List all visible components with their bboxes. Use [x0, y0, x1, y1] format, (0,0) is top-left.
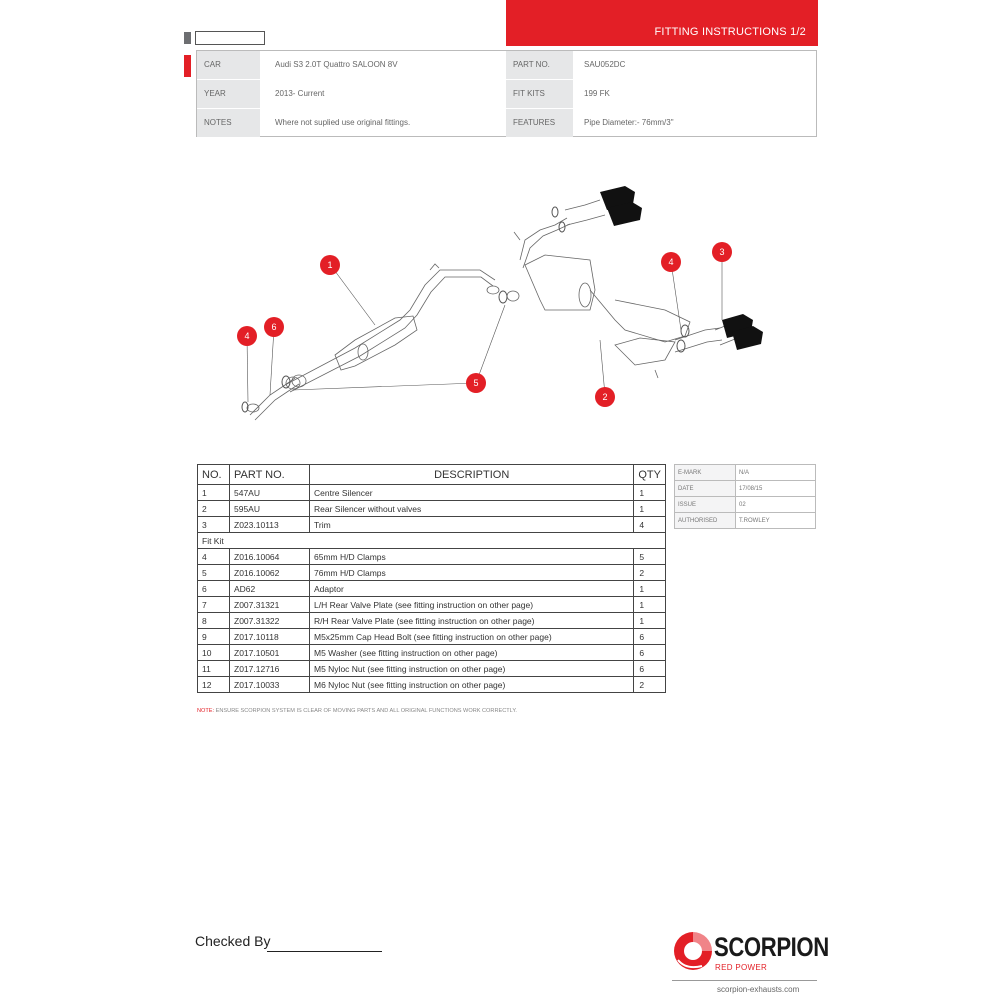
website-url: scorpion-exhausts.com: [717, 985, 800, 994]
callout-4: [661, 252, 681, 272]
table-row: [198, 597, 666, 613]
cell-desc: Adaptor: [310, 581, 634, 597]
note-text: ENSURE SCORPION SYSTEM IS CLEAR OF MOVING PARTS AND ALL ORIGINAL FUNCTIONS WORK CORRECTLY.: [214, 708, 517, 714]
svg-text:1: 1: [327, 260, 333, 270]
signature-line: [267, 951, 382, 952]
info-value: 199 FK: [584, 89, 610, 98]
cell-part: Z017.12716: [230, 661, 310, 677]
cell-qty: 1: [634, 597, 666, 613]
callout-4: [237, 326, 257, 346]
red-marker: [184, 55, 191, 77]
cell-no: 1: [198, 485, 230, 501]
meta-key: AUTHORISED: [675, 513, 736, 529]
parts-table: [197, 464, 666, 693]
vehicle-info-table: [196, 50, 817, 137]
info-value: Audi S3 2.0T Quattro SALOON 8V: [275, 60, 398, 69]
cell-part: 595AU: [230, 501, 310, 517]
cell-no: 4: [198, 549, 230, 565]
safety-note: [197, 708, 517, 714]
cell-no: 8: [198, 613, 230, 629]
table-row: [198, 501, 666, 517]
meta-value: 17/08/15: [736, 481, 816, 497]
fit-kit-label: Fit Kit: [198, 533, 666, 549]
callout-3: [712, 242, 732, 262]
meta-row: [675, 481, 816, 497]
cell-part: Z023.10113: [230, 517, 310, 533]
info-label: YEAR: [197, 80, 260, 108]
header-banner: [506, 0, 818, 46]
cell-part: AD62: [230, 581, 310, 597]
table-row: [198, 645, 666, 661]
callout-5: [466, 373, 486, 393]
col-header-qty: QTY: [634, 465, 666, 485]
table-row: [198, 581, 666, 597]
callout-6: [264, 317, 284, 337]
brand-name: SCORPION: [714, 932, 829, 962]
cell-qty: 5: [634, 549, 666, 565]
table-header-row: [198, 465, 666, 485]
callout-2: [595, 387, 615, 407]
meta-value: T.ROWLEY: [736, 513, 816, 529]
meta-row: [675, 497, 816, 513]
table-row: [198, 485, 666, 501]
cell-no: 9: [198, 629, 230, 645]
cell-no: 11: [198, 661, 230, 677]
info-label: NOTES: [197, 109, 260, 137]
cell-desc: Centre Silencer: [310, 485, 634, 501]
clamp-icons: [242, 207, 689, 412]
cell-desc: M5x25mm Cap Head Bolt (see fitting instruction on other page): [310, 629, 634, 645]
cell-part: Z007.31321: [230, 597, 310, 613]
info-label: FEATURES: [506, 109, 573, 137]
main-parts-body: [198, 485, 666, 533]
info-value: 2013- Current: [275, 89, 325, 98]
info-value: SAU052DC: [584, 60, 626, 69]
col-header-description: DESCRIPTION: [310, 465, 634, 485]
cell-qty: 2: [634, 565, 666, 581]
cell-qty: 2: [634, 677, 666, 693]
cell-qty: 6: [634, 629, 666, 645]
info-row-year: [197, 80, 816, 108]
table-row: [198, 565, 666, 581]
cell-no: 5: [198, 565, 230, 581]
cell-qty: 1: [634, 613, 666, 629]
svg-text:2: 2: [602, 392, 608, 402]
table-row: [198, 549, 666, 565]
cell-no: 2: [198, 501, 230, 517]
cell-desc: 76mm H/D Clamps: [310, 565, 634, 581]
svg-text:4: 4: [668, 257, 674, 267]
blank-header-box: [195, 31, 265, 45]
cell-desc: Rear Silencer without valves: [310, 501, 634, 517]
info-label: CAR: [197, 51, 260, 79]
grey-marker: [184, 32, 191, 44]
info-row-notes: [197, 109, 816, 137]
cell-desc: L/H Rear Valve Plate (see fitting instruction on other page): [310, 597, 634, 613]
meta-value: N/A: [736, 465, 816, 481]
footer-divider: [672, 980, 817, 981]
exhaust-diagram: [195, 170, 825, 440]
cell-qty: 6: [634, 661, 666, 677]
cell-no: 6: [198, 581, 230, 597]
cell-qty: 1: [634, 501, 666, 517]
cell-qty: 6: [634, 645, 666, 661]
cell-desc: 65mm H/D Clamps: [310, 549, 634, 565]
meta-row: [675, 513, 816, 529]
page-title: FITTING INSTRUCTIONS 1/2: [654, 26, 806, 38]
cell-part: Z016.10064: [230, 549, 310, 565]
svg-text:5: 5: [473, 378, 479, 388]
document-meta-table: [674, 464, 816, 529]
svg-text:6: 6: [271, 322, 277, 332]
info-label: FIT KITS: [506, 80, 573, 108]
info-label: PART NO.: [506, 51, 573, 79]
table-row: [198, 661, 666, 677]
meta-row: [675, 465, 816, 481]
cell-qty: 1: [634, 581, 666, 597]
cell-no: 7: [198, 597, 230, 613]
cell-part: Z017.10501: [230, 645, 310, 661]
fit-kit-body: [198, 549, 666, 693]
col-header-no: NO.: [198, 465, 230, 485]
meta-value: 02: [736, 497, 816, 513]
note-label: NOTE:: [197, 708, 215, 714]
cell-desc: M5 Nyloc Nut (see fitting instruction on other page): [310, 661, 634, 677]
table-row: [198, 613, 666, 629]
fit-kit-row: [198, 533, 666, 549]
cell-no: 12: [198, 677, 230, 693]
scorpion-logo-icon: [672, 930, 714, 974]
svg-text:3: 3: [719, 247, 725, 257]
table-row: [198, 517, 666, 533]
info-row-car: [197, 51, 816, 79]
checked-by-label: Checked By: [195, 933, 271, 949]
table-row: [198, 629, 666, 645]
meta-key: ISSUE: [675, 497, 736, 513]
cell-qty: 1: [634, 485, 666, 501]
cell-part: 547AU: [230, 485, 310, 501]
cell-desc: M6 Nyloc Nut (see fitting instruction on other page): [310, 677, 634, 693]
meta-key: E-MARK: [675, 465, 736, 481]
brand-tagline: RED POWER: [715, 963, 768, 972]
callout-1: [320, 255, 340, 275]
svg-text:4: 4: [244, 331, 250, 341]
cell-no: 10: [198, 645, 230, 661]
table-row: [198, 677, 666, 693]
info-value: Pipe Diameter:- 76mm/3": [584, 118, 674, 127]
cell-part: Z007.31322: [230, 613, 310, 629]
tailpipe-trims: [600, 186, 763, 350]
cell-desc: Trim: [310, 517, 634, 533]
cell-no: 3: [198, 517, 230, 533]
cell-part: Z017.10033: [230, 677, 310, 693]
cell-desc: R/H Rear Valve Plate (see fitting instruction on other page): [310, 613, 634, 629]
cell-desc: M5 Washer (see fitting instruction on other page): [310, 645, 634, 661]
col-header-part: PART NO.: [230, 465, 310, 485]
exhaust-linework: [247, 200, 740, 420]
info-value: Where not suplied use original fittings.: [275, 118, 411, 127]
cell-part: Z016.10062: [230, 565, 310, 581]
meta-key: DATE: [675, 481, 736, 497]
cell-part: Z017.10118: [230, 629, 310, 645]
cell-qty: 4: [634, 517, 666, 533]
